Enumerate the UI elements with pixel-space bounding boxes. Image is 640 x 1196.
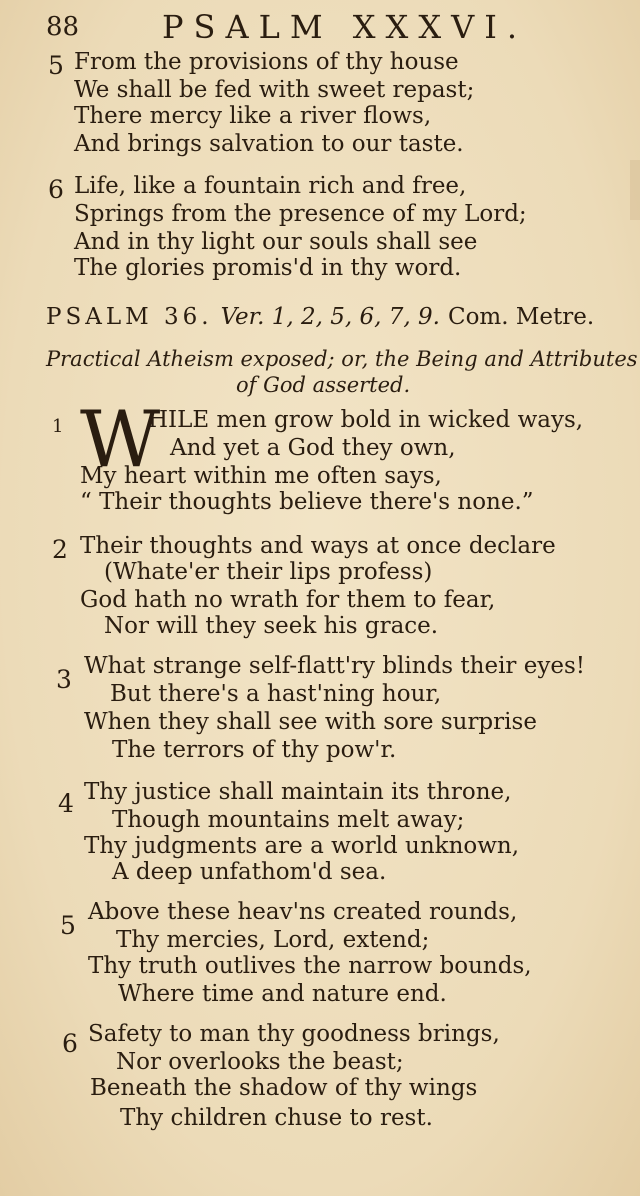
verse-line: Nor overlooks the beast; (116, 1049, 404, 1075)
verse-line: Springs from the presence of my Lord; (74, 201, 527, 227)
verse-line: A deep unfathom'd sea. (112, 859, 387, 885)
verse-line: The terrors of thy pow'r. (112, 737, 397, 763)
verse-number: 5 (60, 911, 76, 940)
verse-line: From the provisions of thy house (74, 49, 459, 75)
psalm-subtitle: Practical Atheism exposed; or, the Being and Attributes (46, 347, 638, 371)
verse-line: We shall be fed with sweet repast; (74, 77, 475, 103)
psalm-title: PSALM 36. (46, 304, 213, 330)
verse-number: 3 (56, 665, 72, 694)
verse-line: Thy justice shall maintain its throne, (84, 779, 512, 805)
verse-line: Thy children chuse to rest. (120, 1105, 433, 1131)
verse-number: 1 (52, 416, 64, 437)
verse-line: Safety to man thy goodness brings, (88, 1021, 500, 1047)
verse-line: And in thy light our souls shall see (74, 229, 478, 255)
verse-line: Where time and nature end. (118, 981, 447, 1007)
verse-number: 2 (52, 535, 68, 564)
verse-line: Though mountains melt away; (112, 807, 465, 833)
verse-line: Above these heav'ns created rounds, (88, 899, 518, 925)
verse-number: 6 (48, 175, 64, 204)
verse-number: 4 (58, 789, 74, 818)
running-title: PSALM XXXVI. (162, 8, 528, 46)
verse-number: 6 (62, 1029, 78, 1058)
verse-line: HILE men grow bold in wicked ways, (148, 407, 584, 433)
metre-label: Com. Metre. (447, 304, 595, 330)
verse-line: “ Their thoughts believe there's none.” (80, 489, 534, 515)
verse-line: Their thoughts and ways at once declare (80, 533, 556, 559)
verse-line: And yet a God they own, (170, 435, 456, 461)
verse-line: Thy judgments are a world unknown, (84, 833, 520, 859)
verse-line: My heart within me often says, (80, 463, 442, 489)
verse-line: The glories promis'd in thy word. (74, 255, 462, 281)
verse-line: Nor will they seek his grace. (104, 613, 439, 639)
psalm-subtitle-continued: of God asserted. (236, 373, 411, 397)
verses-reference: Ver. 1, 2, 5, 6, 7, 9. (220, 304, 440, 330)
verse-line: Thy truth outlives the narrow bounds, (88, 953, 532, 979)
psalm-heading (46, 304, 630, 336)
verse-line: Thy mercies, Lord, extend; (116, 927, 430, 953)
verse-line: (Whate'er their lips profess) (104, 559, 433, 585)
verse-line: God hath no wrath for them to fear, (80, 587, 496, 613)
verse-line: There mercy like a river flows, (74, 103, 432, 129)
page-edge-stain (630, 160, 640, 220)
verse-line: Beneath the shadow of thy wings (90, 1075, 478, 1101)
verse-line: And brings salvation to our taste. (74, 131, 464, 157)
page-header (40, 8, 600, 44)
drop-cap: W (80, 395, 161, 485)
verse-number: 5 (48, 51, 64, 80)
verse-line: But there's a hast'ning hour, (110, 681, 442, 707)
verse-line: What strange self-flatt'ry blinds their eyes! (84, 653, 586, 679)
page-number: 88 (46, 12, 80, 42)
verse-line: Life, like a fountain rich and free, (74, 173, 467, 199)
verse-line: When they shall see with sore surprise (84, 709, 537, 735)
